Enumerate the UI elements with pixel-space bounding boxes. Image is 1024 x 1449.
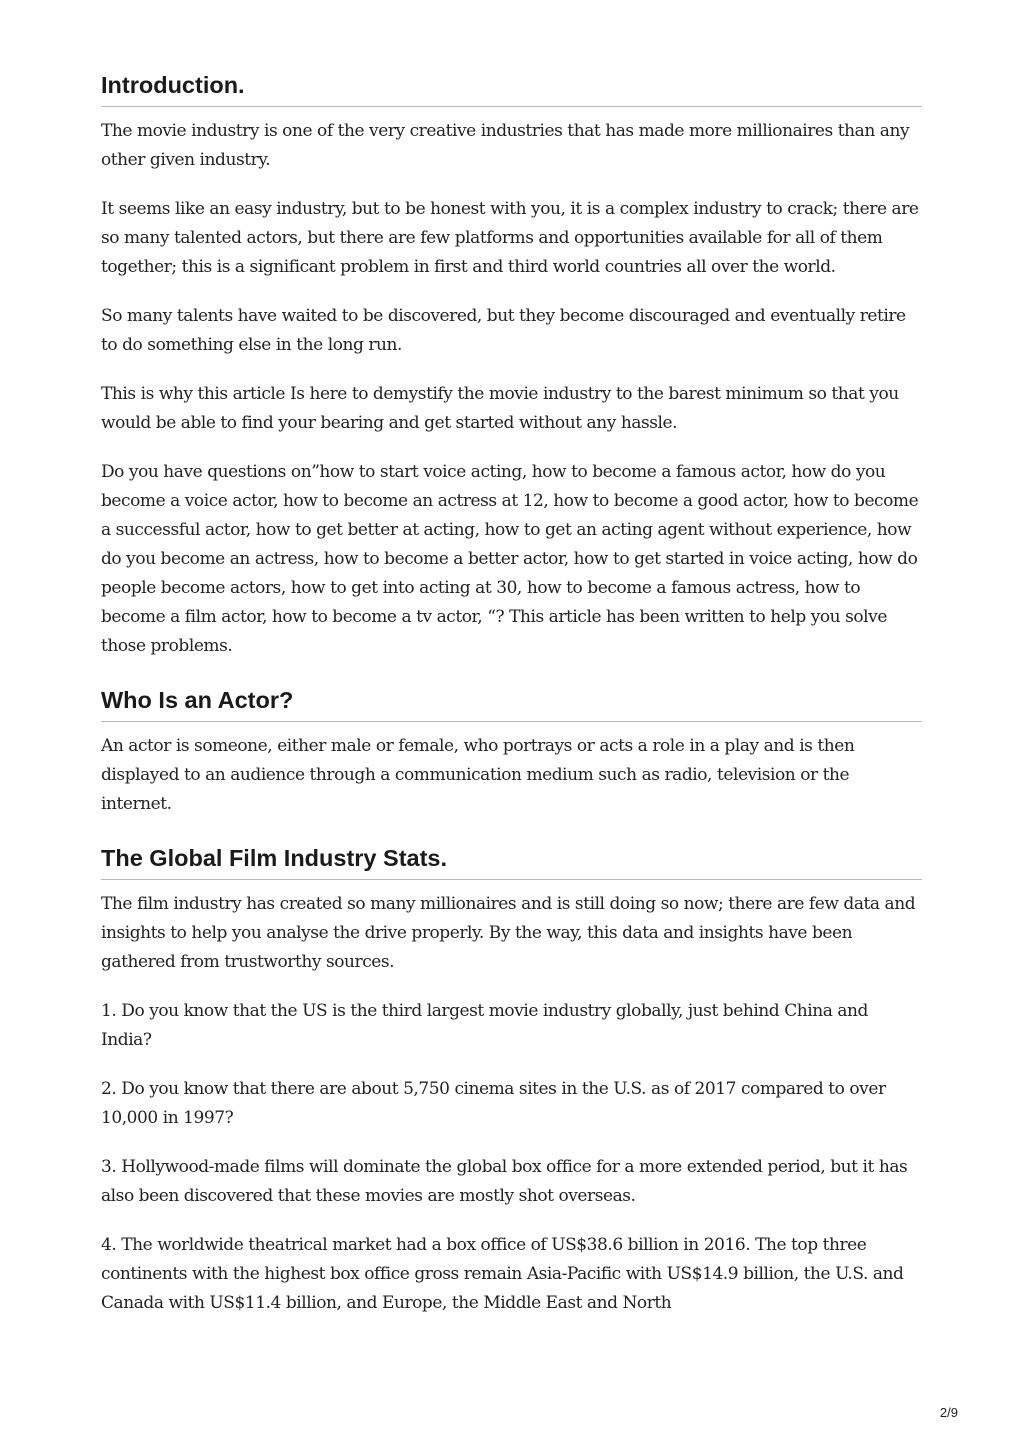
heading-global-film-industry-stats: The Global Film Industry Stats.: [101, 843, 922, 880]
section-who-is-an-actor: [101, 685, 922, 819]
section-introduction: [101, 70, 922, 661]
list-item: 4. The worldwide theatrical market had a box office of US$38.6 billion in 2016. The top three continents with the highest box office gross remain Asia-Pacific with US$14.9 billion, the U.S. and Canada with US$11.4 billion, and Europe, the Middle East and North: [101, 1235, 904, 1313]
list-item: 1. Do you know that the US is the third largest movie industry globally, just behind China and India?: [101, 1001, 868, 1050]
paragraph: Do you have questions on”how to start voice acting, how to become a famous actor, how do you become a voice actor, how to become an actress at 12, how to become a good actor, how to become a successful actor, how to get better at acting, how to get an acting agent without experience, how do you become an actress, how to become a better actor, how to get started in voice acting, how do people become actors, how to get into acting at 30, how to become a famous actress, how to become a film actor, how to become a tv actor, “? This article has been written to help you solve those problems.: [101, 462, 919, 656]
paragraph: It seems like an easy industry, but to be honest with you, it is a complex industry to crack; there are so many talented actors, but there are few platforms and opportunities available for all of them together; this is a significant problem in first and third world countries all over the world.: [101, 199, 919, 277]
heading-who-is-an-actor: Who Is an Actor?: [101, 685, 922, 722]
section-global-film-industry-stats: [101, 843, 922, 1318]
heading-introduction: Introduction.: [101, 70, 922, 107]
paragraph: The movie industry is one of the very creative industries that has made more millionaires than any other given industry.: [101, 121, 910, 170]
document-page: [101, 70, 922, 1318]
list-item: 2. Do you know that there are about 5,750 cinema sites in the U.S. as of 2017 compared to over 10,000 in 1997?: [101, 1079, 886, 1128]
paragraph: The film industry has created so many millionaires and is still doing so now; there are few data and insights to help you analyse the drive properly. By the way, this data and insights have been gathered from trustworthy sources.: [101, 894, 916, 972]
paragraph: So many talents have waited to be discovered, but they become discouraged and eventually retire to do something else in the long run.: [101, 306, 906, 355]
list-item: 3. Hollywood-made films will dominate the global box office for a more extended period, but it has also been discovered that these movies are mostly shot overseas.: [101, 1157, 908, 1206]
paragraph: This is why this article Is here to demystify the movie industry to the barest minimum so that you would be able to find your bearing and get started without any hassle.: [101, 384, 899, 433]
paragraph: An actor is someone, either male or female, who portrays or acts a role in a play and is then displayed to an audience through a communication medium such as radio, television or the internet.: [101, 736, 855, 814]
page-number: 2/9: [939, 1405, 958, 1420]
